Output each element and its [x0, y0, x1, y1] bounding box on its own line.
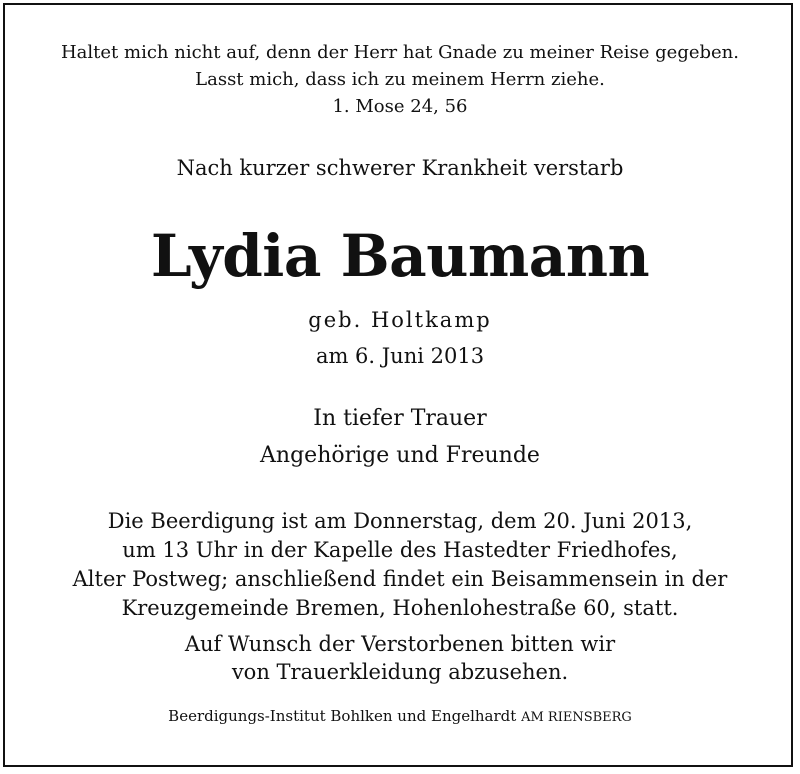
verse-reference: 1. Mose 24, 56 [332, 96, 468, 117]
funeral-line-4: Kreuzgemeinde Bremen, Hohenlohestraße 60, statt. [121, 596, 679, 620]
deceased-name: Lydia Baumann [150, 222, 650, 290]
funeral-line-3: Alter Postweg; anschließend findet ein Beisammensein in der [72, 567, 728, 591]
maiden-name: geb. Holtkamp [308, 308, 492, 332]
wish-line-1: Auf Wunsch der Verstorbenen bitten wir [184, 632, 616, 656]
mourners: Angehörige und Freunde [260, 443, 540, 468]
funeral-home-location: AM RIENSBERG [521, 710, 632, 725]
funeral-line-1: Die Beerdigung ist am Donnerstag, dem 20. Juni 2013, [107, 509, 693, 533]
verse-line-1: Haltet mich nicht auf, denn der Herr hat Gnade zu meiner Reise gegeben. [60, 42, 739, 63]
mourning-line: In tiefer Trauer [313, 406, 487, 431]
funeral-line-2: um 13 Uhr in der Kapelle des Hastedter Friedhofes, [122, 538, 678, 562]
wish-line-2: von Trauerkleidung abzusehen. [231, 660, 569, 684]
verse-line-2: Lasst mich, dass ich zu meinem Herrn ziehe. [195, 69, 605, 90]
date-of-death: am 6. Juni 2013 [315, 344, 485, 368]
funeral-home-name: Beerdigungs-Institut Bohlken und Engelhardt [168, 707, 517, 725]
funeral-home [5, 709, 795, 724]
obituary-notice [3, 3, 793, 767]
intro-text: Nach kurzer schwerer Krankheit verstarb [176, 156, 624, 180]
